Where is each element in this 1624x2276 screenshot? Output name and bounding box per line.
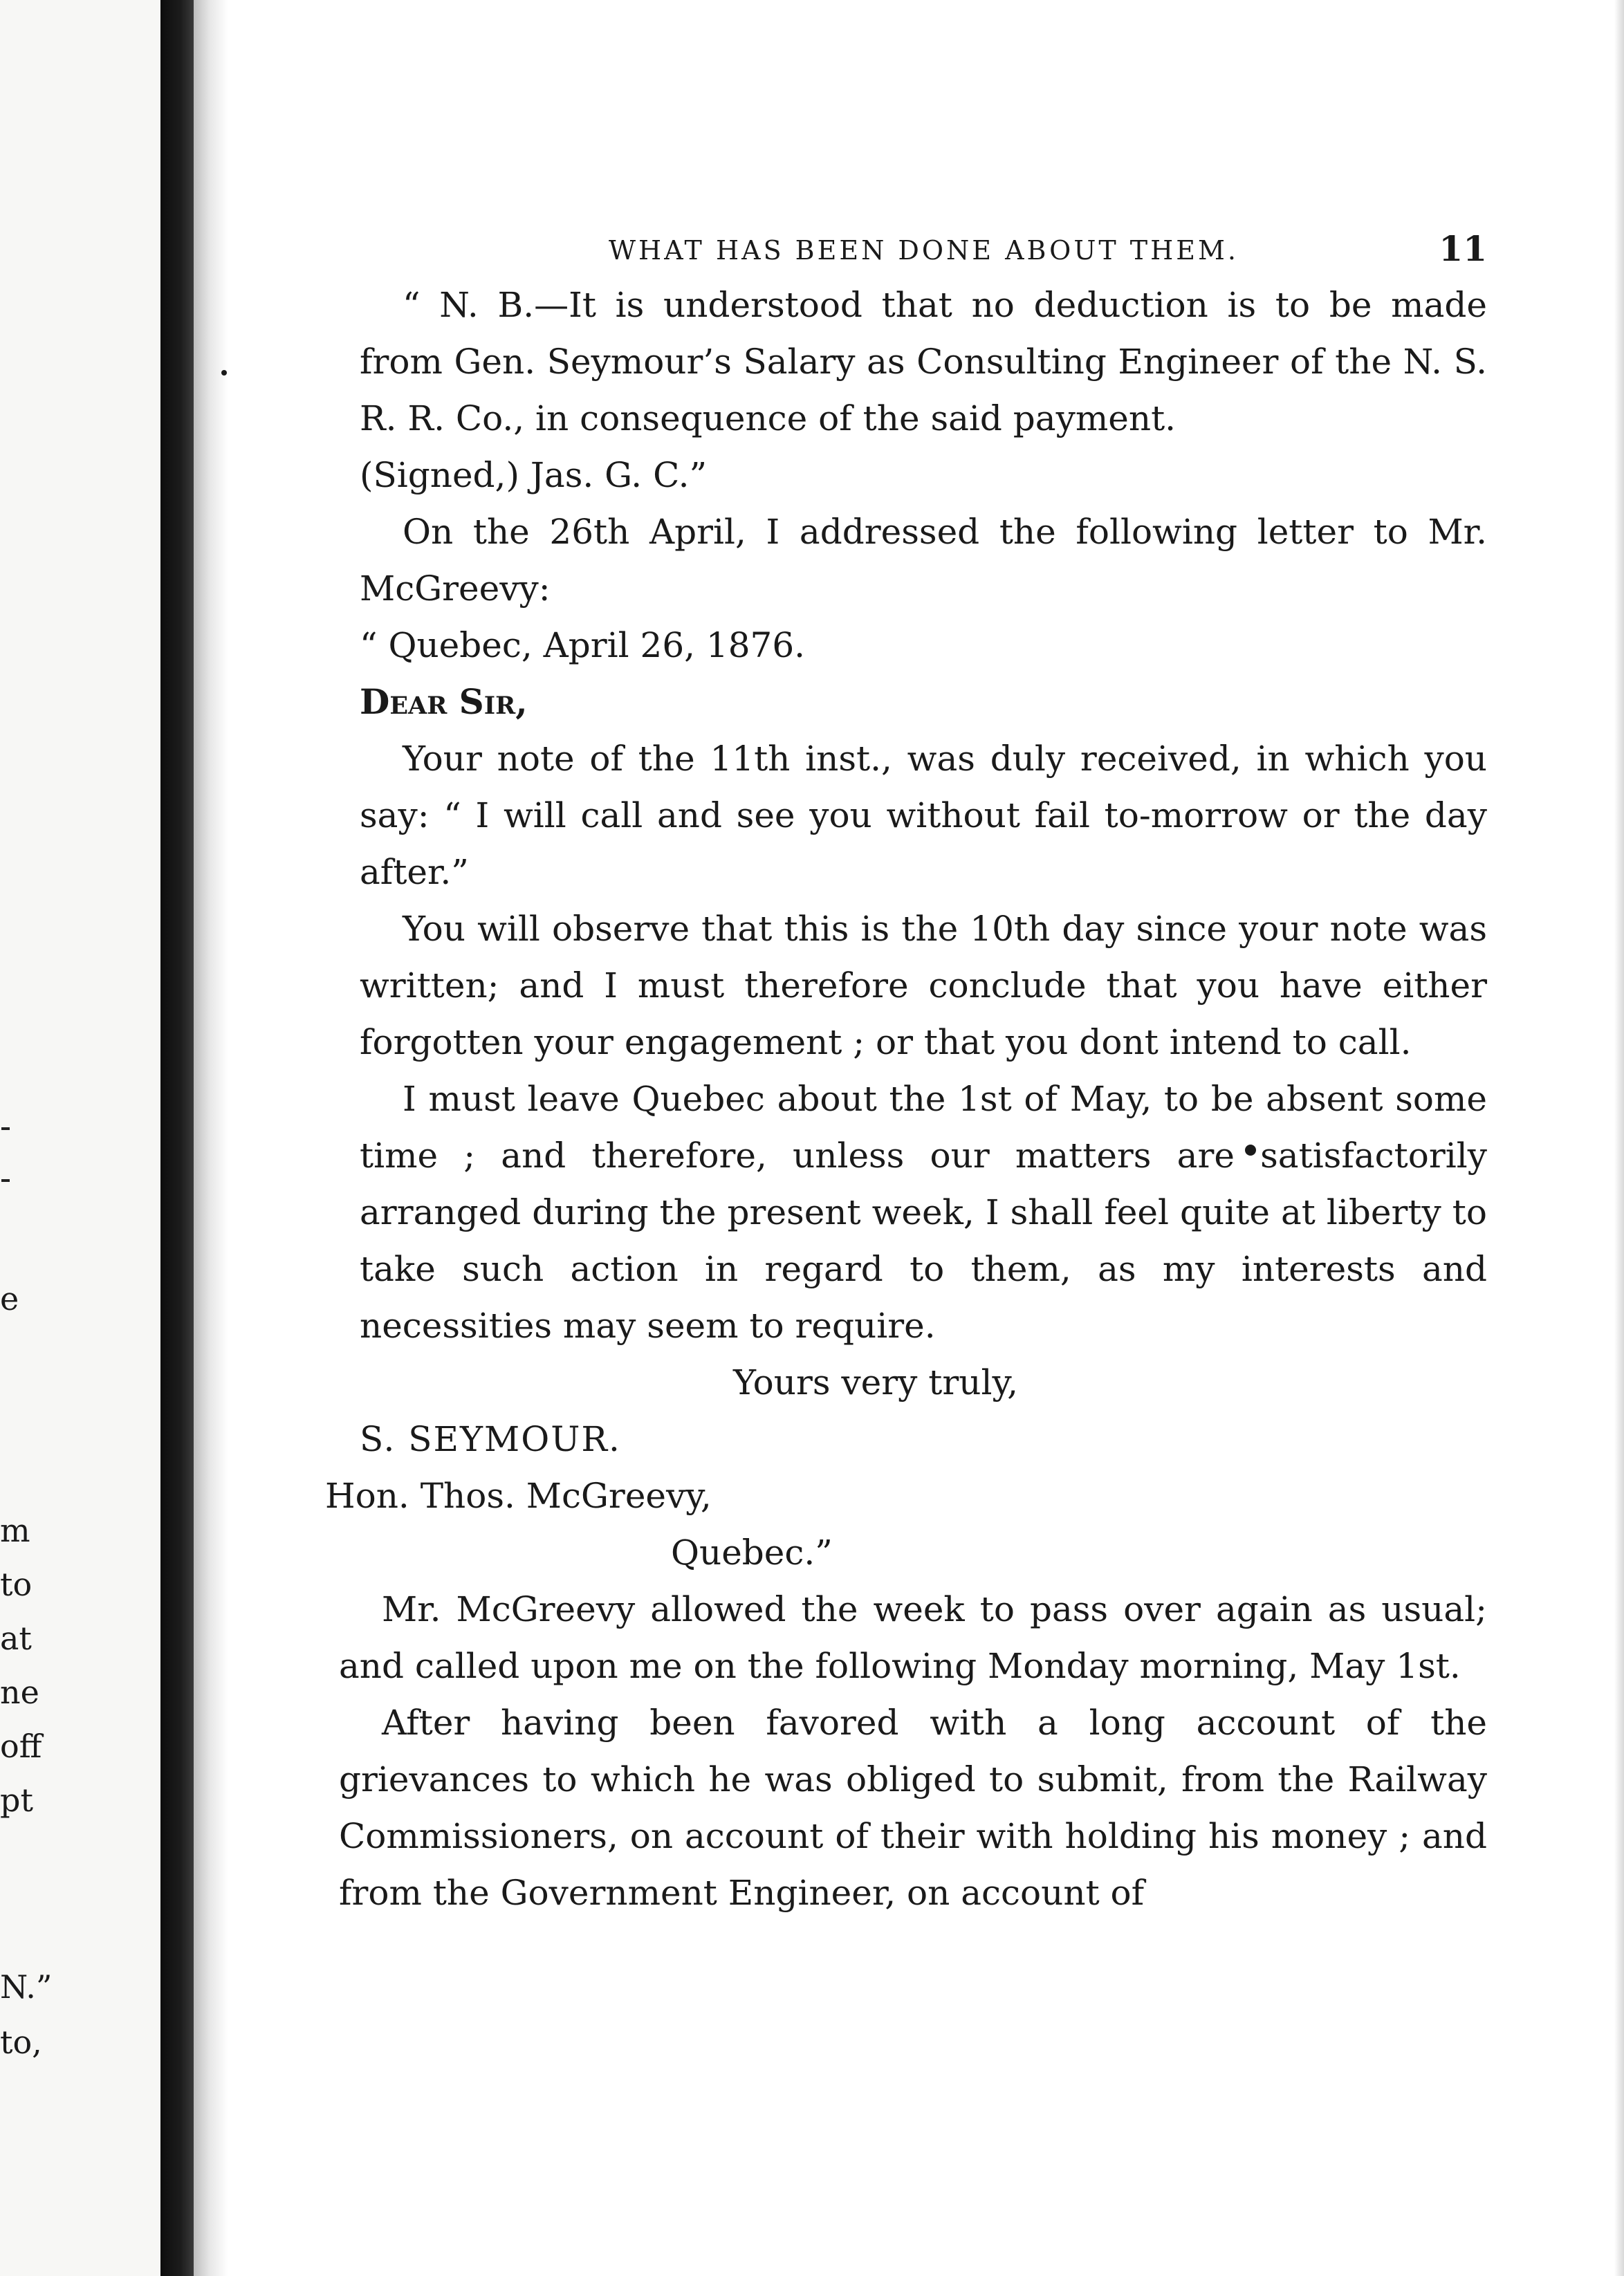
facing-page-fragment: N.” (0, 1968, 53, 2006)
nb-paragraph: “ N. B.—It is understood that no deduction is to be made from Gen. Seymour’s Salary as Consulting Engineer of the N. S. R. R. Co., in consequence of the said payment. (360, 285, 1487, 438)
facing-page-fragment: at (0, 1620, 32, 1657)
facing-page-fragment: to (0, 1566, 33, 1603)
letter-paragraph: You will observe that this is the 10th day since your note was written; and I must therefore conclude that you have either forgotten your engagement ; or that you dont intend to call. (360, 909, 1487, 1062)
bottom-block (325, 1468, 1487, 1921)
addressee-city: Quebec.” (671, 1533, 833, 1573)
body-paragraph: After having been favored with a long account of the grievances to which he was obliged to submit, from the Railway Commissioners, on account of their with holding his money ; and from the Government Engineer, on account of (339, 1703, 1487, 1913)
letter-dateline: “ Quebec, April 26, 1876. (360, 625, 806, 665)
letter-signature: S. SEYMOUR. (360, 1419, 621, 1459)
letter-salutation: Dear Sir, (360, 681, 528, 722)
letter-paragraph: I must leave Quebec about the 1st of May, to be absent some time ; and therefore, unless our matters are satisfactorily arranged during the present week, I shall feel quite at liberty to take such action in regard to them, as my interests and necessities may seem to require. (360, 1079, 1487, 1346)
facing-page-fragment: e (0, 1280, 19, 1317)
ink-speck (221, 370, 227, 376)
book-page (325, 228, 1487, 1921)
page-edge (1614, 0, 1624, 2276)
facing-page-edge (0, 0, 160, 2276)
intro-paragraph: On the 26th April, I addressed the following letter to Mr. McGreevy: (360, 512, 1487, 609)
page-text (325, 277, 1487, 1921)
addressee-name: Hon. Thos. McGreevy, (325, 1476, 712, 1516)
facing-page-fragment: pt (0, 1782, 33, 1819)
gutter-shadow (194, 0, 228, 2276)
facing-page-fragment: ne (0, 1674, 39, 1711)
running-head (360, 228, 1487, 277)
page-number: 11 (1439, 228, 1487, 269)
book-spine (160, 0, 194, 2276)
letter-paragraph: Your note of the 11th inst., was duly received, in which you say: “ I will call and see you without fail to-morrow or the day after.” (360, 739, 1487, 892)
facing-page-fragment: off (0, 1728, 42, 1765)
facing-page-fragment: to, (0, 2024, 42, 2061)
margin-mark (1, 1127, 10, 1130)
margin-mark (1, 1179, 10, 1182)
running-title: WHAT HAS BEEN DONE ABOUT THEM. (609, 235, 1239, 266)
body-paragraph: Mr. McGreevy allowed the week to pass over again as usual; and called upon me on the following Monday morning, May 1st. (339, 1589, 1487, 1686)
nb-signature: (Signed,) Jas. G. C.” (360, 455, 708, 495)
letter-closing: Yours very truly, (733, 1362, 1018, 1403)
facing-page-fragment: m (0, 1512, 30, 1549)
